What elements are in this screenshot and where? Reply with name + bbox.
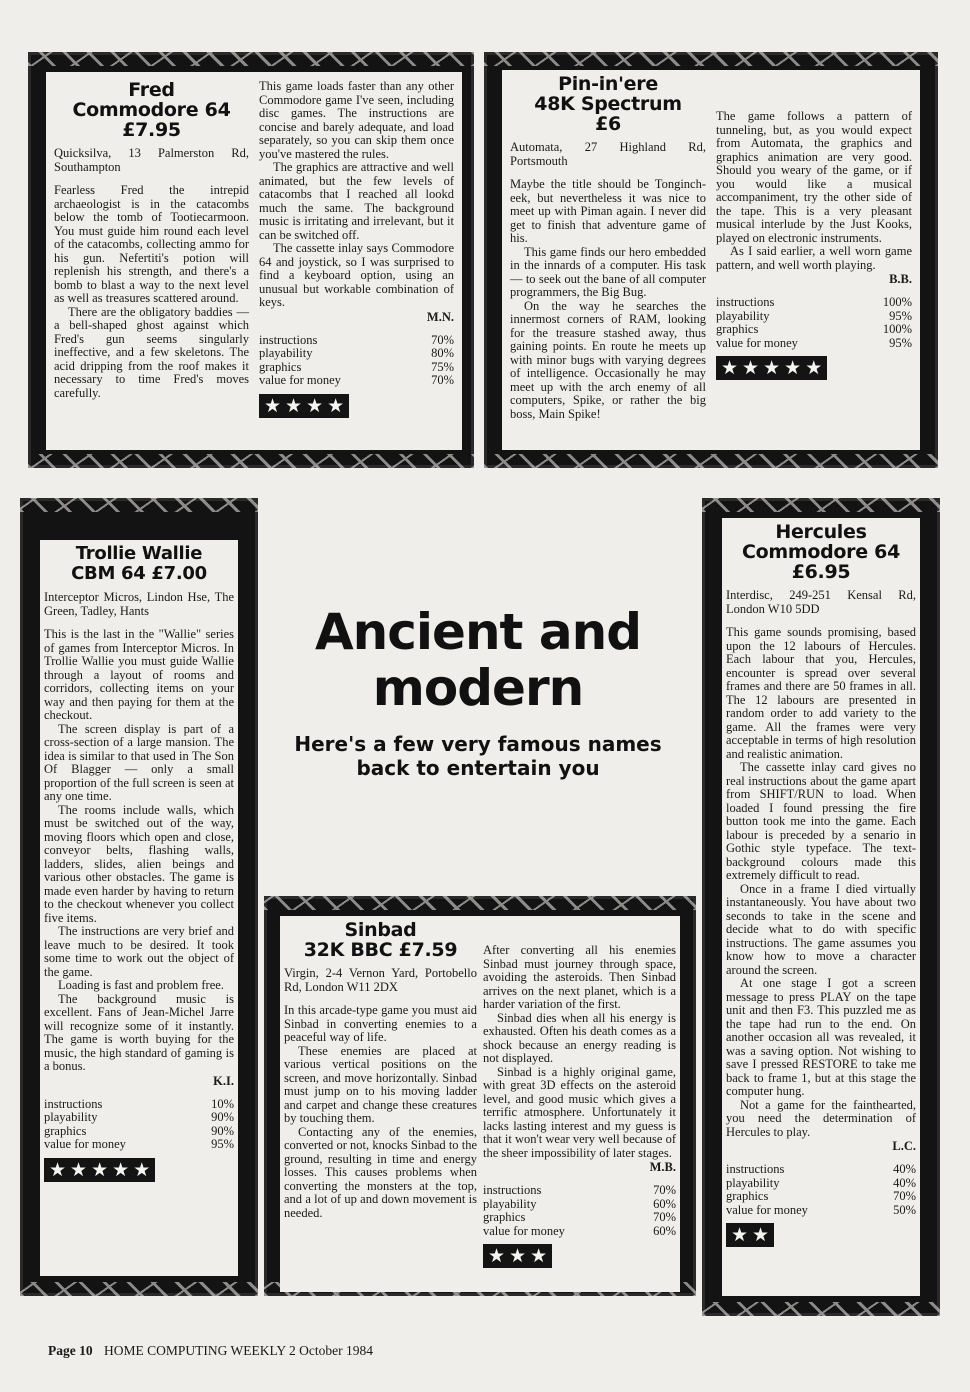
rating-row bbox=[259, 361, 454, 375]
star-icon: ★ bbox=[264, 394, 282, 417]
hercules-title-price: £6.95 bbox=[791, 561, 851, 583]
sinbad-review bbox=[280, 916, 680, 1292]
rating-label: value for money bbox=[44, 1137, 126, 1151]
star-icon: ★ bbox=[306, 394, 324, 417]
rating-label: graphics bbox=[483, 1210, 526, 1224]
rating-value: 70% bbox=[893, 1189, 916, 1203]
rating-label: playability bbox=[716, 308, 770, 323]
rating-row bbox=[44, 1138, 234, 1152]
star-icon: ★ bbox=[731, 1224, 749, 1246]
star-icon: ★ bbox=[509, 1245, 527, 1267]
feature-headline: Ancient and modern bbox=[314, 603, 641, 717]
rating-value: 80% bbox=[431, 346, 454, 360]
rating-row bbox=[716, 323, 912, 337]
rating-value: 10% bbox=[211, 1096, 234, 1111]
star-icon: ★ bbox=[285, 394, 303, 417]
rating-row bbox=[716, 296, 912, 310]
trollie-review bbox=[40, 540, 238, 1276]
pin-initials: B.B. bbox=[889, 272, 912, 286]
trollie-paragraph: This is the last in the "Wallie" series of games from Interceptor Micros. In Trollie Wallie you must guide Wallie through a layout of rooms and corridors, collecting items on your way and then paying for them at the checkout. bbox=[44, 627, 234, 722]
rating-label: playability bbox=[44, 1110, 98, 1124]
rating-label: graphics bbox=[716, 322, 759, 336]
star-icon: ★ bbox=[742, 357, 760, 379]
pin-paragraph: Maybe the title should be Tonginch-eek, but nevertheless it was nice to meet up with Piman again. I never did get to finish that adventure game of his. bbox=[510, 177, 706, 245]
rating-value: 95% bbox=[889, 308, 912, 323]
fred-ratings bbox=[259, 334, 454, 388]
rating-row bbox=[44, 1125, 234, 1139]
star-icon: ★ bbox=[91, 1158, 109, 1181]
sinbad-paragraph: Sinbad is a highly original game, with great 3D effects on the asteroid level, and good music which gives a terrific atmosphere. Unfortunately it lacks lasting interest and my guess is that it won't wear very well because of the sheer impossibility of later stages. bbox=[483, 1064, 676, 1160]
hercules-title bbox=[726, 522, 916, 582]
hercules-address: Interdisc, 249-251 Kensal Rd, London W10 5DD bbox=[726, 588, 916, 616]
fred-paragraph: This game loads faster than any other Commodore game I've seen, including disc games. The instructions are concise and barely adequate, and load separately, so you can skip them once you've mastered the rules. bbox=[259, 79, 454, 161]
star-icon: ★ bbox=[133, 1158, 151, 1181]
rating-row bbox=[259, 374, 454, 388]
fred-paragraph: There are the obligatory baddies — a bell-shaped ghost against which Fred's gun seems singularly ineffective, and a few skeletons. The acid dripping from the roof makes it necessary to time Fred's moves carefully. bbox=[54, 304, 249, 400]
sinbad-address: Virgin, 2-4 Vernon Yard, Portobello Rd, London W11 2DX bbox=[284, 966, 477, 994]
fred-review bbox=[46, 72, 462, 450]
rating-value: 90% bbox=[211, 1110, 234, 1124]
rating-row bbox=[716, 337, 912, 351]
sinbad-title-name: Sinbad bbox=[344, 919, 417, 941]
pin-ratings bbox=[716, 296, 912, 350]
star-icon: ★ bbox=[49, 1158, 67, 1181]
rating-row bbox=[483, 1184, 676, 1198]
rating-value: 90% bbox=[211, 1123, 234, 1138]
rating-label: graphics bbox=[726, 1189, 769, 1203]
fred-paragraph: The cassette inlay says Commodore 64 and joystick, so I was surprised to find a keyboard option, using an unusual but workable combination of keys. bbox=[259, 241, 454, 309]
hercules-paragraph: This game sounds promising, based upon the 12 labours of Hercules. Each labour that you, Hercules, encounter is spread over several frames and there are 50 frames in all. The 12 labours are presented in random order to add variety to the game. All the frames were very acceptable in terms of high resolution and realistic animation. bbox=[726, 625, 916, 761]
page-footer bbox=[48, 1343, 373, 1359]
rating-row bbox=[726, 1204, 916, 1218]
rating-label: playability bbox=[483, 1196, 537, 1211]
hercules-title-platform: Commodore 64 bbox=[741, 541, 900, 563]
star-icon: ★ bbox=[327, 394, 345, 417]
rating-label: value for money bbox=[716, 335, 798, 350]
rating-value: 70% bbox=[431, 332, 454, 347]
pin-title bbox=[510, 74, 706, 134]
sinbad-paragraph: These enemies are placed at various vertical positions on the screen, and move horizontally. Sinbad must jump on to his moving ladder and carpet and change these creatures by touching them. bbox=[284, 1043, 477, 1125]
fred-title bbox=[54, 80, 249, 140]
hercules-paragraph: Not a game for the fainthearted, you need the determination of Hercules to play. bbox=[726, 1097, 916, 1139]
fred-star-rating bbox=[259, 394, 349, 418]
rating-row bbox=[44, 1098, 234, 1112]
rating-row bbox=[259, 347, 454, 361]
pin-paragraph: As I said earlier, a well worn game pattern, and well worth playing. bbox=[716, 244, 912, 272]
pin-address: Automata, 27 Highland Rd, Portsmouth bbox=[510, 140, 706, 168]
trollie-star-rating bbox=[44, 1158, 155, 1182]
fred-initials: M.N. bbox=[426, 309, 454, 324]
rating-value: 70% bbox=[653, 1210, 676, 1224]
pin-title-price: £6 bbox=[595, 113, 621, 135]
rating-value: 70% bbox=[653, 1183, 676, 1197]
rating-value: 75% bbox=[431, 359, 454, 374]
hercules-initials: L.C. bbox=[892, 1139, 916, 1153]
star-icon: ★ bbox=[763, 357, 781, 379]
rating-label: graphics bbox=[44, 1123, 87, 1138]
rating-row bbox=[483, 1211, 676, 1225]
rating-row bbox=[44, 1111, 234, 1125]
pin-title-platform: 48K Spectrum bbox=[534, 93, 682, 115]
rating-label: instructions bbox=[483, 1183, 542, 1197]
rating-label: playability bbox=[259, 346, 313, 360]
hercules-paragraph: At one stage I got a screen message to press PLAY on the tape unit and then F3. This puzzled me as the tape had run to the end. On another occasion all was revealed, it was a saving option. Not wishing to save I pressed RESTORE to take me back to frame 1, but at this stage the computer hung. bbox=[726, 976, 916, 1098]
trollie-initials: K.I. bbox=[213, 1073, 234, 1088]
star-icon: ★ bbox=[112, 1158, 130, 1181]
rating-value: 40% bbox=[893, 1175, 916, 1190]
star-icon: ★ bbox=[784, 357, 802, 379]
sinbad-paragraph: Sinbad dies when all his energy is exhausted. Often his death comes as a shock because an energy reading is not displayed. bbox=[483, 1010, 676, 1065]
trollie-paragraph: The rooms include walls, which must be switched out of the way, moving floors which open and close, conveyor belts, flashing walls, ladders, slides, alien beings and various other obstacles. The game is made even harder by having to return to the checkout whenever you collect five items. bbox=[44, 802, 234, 925]
pin-star-rating bbox=[716, 356, 827, 380]
star-icon: ★ bbox=[488, 1245, 506, 1267]
rating-row bbox=[726, 1177, 916, 1191]
hercules-title-name: Hercules bbox=[775, 521, 867, 543]
publication-line: HOME COMPUTING WEEKLY 2 October 1984 bbox=[104, 1343, 373, 1358]
rating-value: 70% bbox=[431, 373, 454, 387]
trollie-ratings bbox=[44, 1098, 234, 1152]
rating-row bbox=[726, 1163, 916, 1177]
rating-row bbox=[483, 1198, 676, 1212]
star-icon: ★ bbox=[805, 357, 823, 379]
rating-value: 60% bbox=[653, 1196, 676, 1211]
pin-paragraph: This game finds our hero embedded in the innards of a computer. His task — to seek out the bane of all computer programmers, the Big Bug. bbox=[510, 244, 706, 299]
rating-label: graphics bbox=[259, 359, 302, 374]
rating-row bbox=[726, 1190, 916, 1204]
trollie-paragraph: The instructions are very brief and leave much to be desired. It took some time to work out the object of the game. bbox=[44, 924, 234, 979]
trollie-title bbox=[44, 544, 234, 584]
rating-value: 50% bbox=[893, 1202, 916, 1217]
star-icon: ★ bbox=[752, 1224, 770, 1246]
hercules-star-rating bbox=[726, 1223, 774, 1247]
rating-row bbox=[259, 334, 454, 348]
star-icon: ★ bbox=[721, 357, 739, 379]
rating-value: 100% bbox=[882, 295, 912, 309]
sinbad-title bbox=[284, 920, 477, 960]
sinbad-ratings bbox=[483, 1184, 676, 1238]
rating-value: 95% bbox=[211, 1137, 234, 1151]
hercules-paragraph: The cassette inlay card gives no real instructions about the game apart from SHIFT/RUN to load. When loaded I found pressing the fire button took me into the game. Each labour is preceded by a senario in Gothic style typeface. The text-background colours made this extremely difficult to read. bbox=[726, 760, 916, 882]
rating-label: value for money bbox=[259, 373, 341, 387]
sinbad-paragraph: Contacting any of the enemies, converted or not, knocks Sinbad to the ground, resulting in time and energy losses. This causes problems when converting the monsters at the top, and a lot of up and down movement is needed. bbox=[284, 1124, 477, 1220]
feature-subhead: Here's a few very famous names back to entertain you bbox=[294, 732, 662, 780]
trollie-title-name: Trollie Wallie bbox=[75, 543, 203, 564]
pin-title-name: Pin-in'ere bbox=[558, 73, 658, 95]
fred-title-price: £7.95 bbox=[122, 119, 181, 141]
rating-label: instructions bbox=[716, 295, 775, 309]
fred-title-name: Fred bbox=[128, 79, 175, 101]
trollie-address: Interceptor Micros, Lindon Hse, The Green, Tadley, Hants bbox=[44, 590, 234, 618]
sinbad-star-rating bbox=[483, 1244, 552, 1268]
sinbad-title-platform-price: 32K BBC £7.59 bbox=[303, 939, 458, 961]
rating-value: 40% bbox=[893, 1162, 916, 1176]
trollie-paragraph: The background music is excellent. Fans of Jean-Michel Jarre will recognize some of it instantly. The game is worth buying for the music, the high standard of gaming is a bonus. bbox=[44, 991, 234, 1073]
sinbad-paragraph: After converting all his enemies Sinbad must journey through space, avoiding the asteroids. Then Sinbad arrives on the next planet, which is a harder variation of the first. bbox=[483, 943, 676, 1011]
rating-label: instructions bbox=[259, 332, 318, 347]
fred-address: Quicksilva, 13 Palmerston Rd, Southampton bbox=[54, 146, 249, 174]
page-number: Page 10 bbox=[48, 1343, 93, 1358]
rating-label: instructions bbox=[44, 1096, 103, 1111]
pin-review bbox=[502, 70, 920, 450]
pin-paragraph: On the way he searches the innermost corners of RAM, looking for the treasure stashed away, thus gaining points. En route he meets up with minor bugs with varying degrees of intelligence. Occasionally he may meet up with the arch enemy of all computers, Spike, or rather the big boss, Main Spike! bbox=[510, 298, 706, 421]
star-icon: ★ bbox=[530, 1245, 548, 1267]
trollie-paragraph: Loading is fast and problem free. bbox=[58, 978, 224, 992]
rating-label: playability bbox=[726, 1175, 780, 1190]
rating-label: value for money bbox=[483, 1223, 565, 1238]
hercules-ratings bbox=[726, 1163, 916, 1217]
rating-label: value for money bbox=[726, 1202, 808, 1217]
sinbad-paragraph: In this arcade-type game you must aid Sinbad in converting enemies to a peaceful way of life. bbox=[284, 1003, 477, 1044]
rating-value: 60% bbox=[653, 1223, 676, 1238]
rating-row bbox=[483, 1225, 676, 1239]
hercules-review bbox=[722, 518, 920, 1296]
rating-label: instructions bbox=[726, 1162, 785, 1176]
hercules-paragraph: Once in a frame I died virtually instantaneously. You have about two seconds to take in the scene and decide what to do with specific instructions. The game assumes you know how to move a character around the screen. bbox=[726, 881, 916, 977]
pin-paragraph: The game follows a pattern of tunneling, but, as you would expect from Automata, the graphics and graphics animation are very good. Should you weary of the game, or if you would like a musical accompaniment, try the other side of the tape. This is a very pleasant musical interlude by the Just Kooks, played on electronic instruments. bbox=[716, 109, 912, 245]
star-icon: ★ bbox=[70, 1158, 88, 1181]
fred-title-platform: Commodore 64 bbox=[72, 99, 231, 121]
trollie-title-platform-price: CBM 64 £7.00 bbox=[71, 563, 207, 584]
fred-paragraph: The graphics are attractive and well animated, but the few levels of catacombs that I reached all lookd much the same. The background music is irritating and irrelevant, but it can be switched off. bbox=[259, 160, 454, 242]
fred-paragraph: Fearless Fred the intrepid archaeologist is in the catacombs below the tomb of Tootiecarmoon. You must guide him round each level of the catacombs, collecting ammo for his gun. Nefertiti's potion will replenish his strength, and there's a bomb to blast a way to the next level as well as treasures scattered around. bbox=[54, 183, 249, 305]
trollie-paragraph: The screen display is part of a cross-section of a large mansion. The idea is similar to that used in The Son Of Blagger — only a small proportion of the full screen is seen at any one time. bbox=[44, 721, 234, 803]
rating-value: 100% bbox=[882, 322, 912, 336]
sinbad-initials: M.B. bbox=[649, 1160, 676, 1174]
rating-value: 95% bbox=[889, 335, 912, 350]
rating-row bbox=[716, 310, 912, 324]
